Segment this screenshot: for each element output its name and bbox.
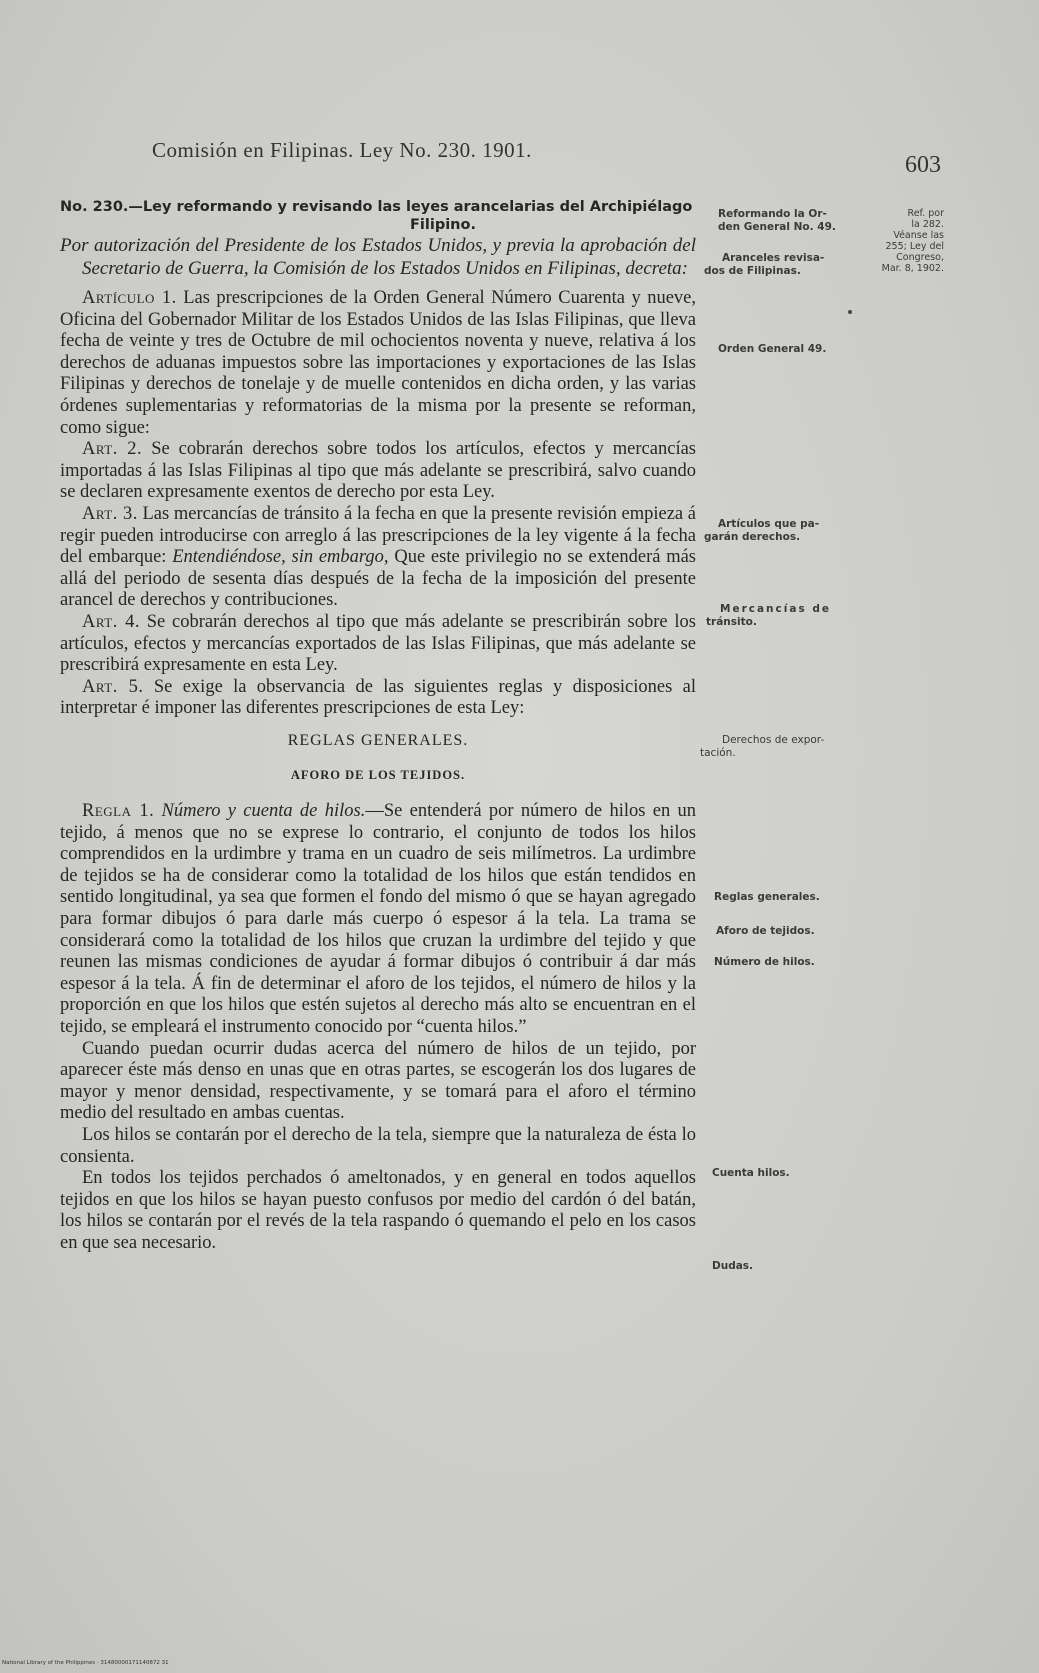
law-title-line1: No. 230.—Ley reformando y revisando las leyes arancelarias del Archipiélago (60, 199, 693, 215)
paragraph-dudas: Cuando puedan ocurrir dudas acerca del número de hilos de un tejido, por aparecer éste más denso en unas que en otras partes, se escogerán los dos lugares de mayor y menor densidad, respectivamente, y se tomará para el aforo el término medio del resultado en ambas cuentas. (60, 1038, 696, 1124)
rule-1 (60, 801, 696, 1039)
rule-title: Número y cuenta de hilos. (161, 801, 366, 822)
article-4 (60, 612, 696, 677)
far-note-line: 255; Ley del (885, 241, 944, 252)
far-note-line: la 282. (911, 219, 944, 230)
paragraph-derecho-tela: Los hilos se contarán por el derecho de la tela, siempre que la naturaleza de ésta lo consienta. (60, 1124, 696, 1167)
far-note-ref (866, 208, 944, 274)
article-text: Se exige la observancia de las siguientes reglas y disposiciones al interpretar é imponer las diferentes prescripciones de esta Ley: (60, 676, 696, 719)
main-text (60, 198, 696, 1255)
margin-note-exportacion (700, 734, 825, 759)
far-note-line: Véanse las (893, 230, 944, 241)
footer-credit: National Library of the Philippines · 31480000171140872 31 (2, 1660, 169, 1666)
law-title-line2: Filipino. (410, 217, 476, 233)
rule-label: Regla 1. (82, 801, 155, 822)
margin-note-dudas: Dudas. (712, 1260, 754, 1272)
margin-note-line: tación. (700, 746, 736, 759)
margin-note-line: tránsito. (706, 615, 757, 628)
article-text: Se cobrarán derechos al tipo que más adelante se prescribirán sobre los artículos, efectos y mercancías exportados de las Islas Filipinas, que más adelante se prescribirá expresamente en esta Ley. (60, 611, 696, 676)
margin-note-reglas-generales: Reglas generales. (714, 891, 820, 903)
rule-text: —Se entenderá por número de hilos en un tejido, á menos que no se exprese lo contrario, el conjunto de todos los hilos comprendidos en la urdimbre y trama en un cuadro de seis milímetros. La urdimbre de tejidos se ha de considerar como la totalidad de los hilos que están tendidos en sentido longitudinal, ya sea que formen el fondo del mismo ó que se hayan agregado para formar dibujos ó para darle más cuerpo ó espesor á la tela. La trama se considerará como la totalidad de los hilos que cruzan la urdimbre del tejido y que reunen las mismas condiciones de ayudar á formar dibujos ó contribuir á dar más espesor á la tela. Á fin de determinar el aforo de los tejidos, el número de hilos y la proporción en que los hilos que estén sujetos al derecho más alto se encuentran en el tejido, se empleará el instrumento conocido por “cuenta hilos.” (60, 801, 697, 1037)
article-label: Art. 5. (82, 676, 144, 697)
article-text-after: Que este privilegio no se extenderá más allá del periodo de sesenta días después de la fecha de la imposición del presente arancel de derechos y contribuciones. (60, 547, 697, 611)
margin-note-aforo-tejidos: Aforo de tejidos. (716, 925, 815, 937)
margin-note-reformando (718, 208, 836, 233)
article-text: Las mercancías de tránsito á la fecha en que la presente revisión empieza á regir pueden introducirse con arreglo á las prescripciones de la ley vigente á la fecha del embarque: (60, 503, 696, 568)
margin-note-line: Mercancías de (720, 603, 831, 615)
article-text: Las prescripciones de la Orden General Número Cuarenta y nueve, Oficina del Gobernador Militar de los Estados Unidos de las Islas Filipinas, que lleva fecha de veinte y tres de Octubre de mil ochocientos noventa y nueve, relativa á los derechos de aduanas impuestos sobre las importaciones y exportaciones de las Islas Filipinas y derechos de tonelaje y de muelle contenidos en dicha orden, y las varias órdenes suplementarias y reformatorias de la misma por la presente se reforman, como sigue: (60, 288, 696, 438)
article-label: Art. 3. (82, 503, 138, 524)
margin-note-numero-hilos: Número de hilos. (714, 956, 815, 968)
article-proviso: Entendiéndose, sin embargo, (172, 547, 389, 568)
article-1 (60, 288, 696, 439)
article-label: Art. 4. (82, 611, 140, 632)
far-note-line: Mar. 8, 1902. (881, 263, 944, 274)
margin-note-cuenta-hilos: Cuenta hilos. (712, 1167, 790, 1179)
margin-note-line: garán derechos. (704, 530, 801, 543)
far-note-line: Congreso, (896, 252, 944, 263)
paragraph-perchados: En todos los tejidos perchados ó ameltonados, y en general en todos aquellos tejidos en que los hilos se hayan puesto confusos por medio del cardón ó del batán, los hilos se contarán por el revés de la tela raspando ó quemando el pelo en los casos en que sea necesario. (60, 1168, 696, 1253)
margin-note-line: den General No. 49. (718, 220, 836, 233)
margin-note-line: Derechos de expor- (722, 734, 825, 746)
article-3 (60, 504, 696, 612)
margin-note-orden-general: Orden General 49. (718, 343, 827, 355)
heading-aforo-tejidos: AFORO DE LOS TEJIDOS. (290, 768, 466, 783)
heading-reglas-generales: REGLAS GENERALES. (287, 731, 469, 749)
margin-note-line: dos de Filipinas. (704, 264, 801, 277)
margin-note-mercancias (706, 603, 831, 628)
margin-dot (848, 310, 852, 314)
article-text: Se cobrarán derechos sobre todos los artículos, efectos y mercancías importadas á las Islas Filipinas al tipo que más adelante se prescribirá, salvo cuando se declaren expresamente exentos de derecho por esta Ley. (60, 439, 696, 503)
margin-note-articulos (704, 518, 820, 543)
preamble: Por autorización del Presidente de los Estados Unidos, y previa la aprobación del Secretario de Guerra, la Comisión de los Estados Unidos en Filipinas, decreta: (60, 235, 696, 279)
article-2 (60, 439, 696, 504)
running-title: Comisión en Filipinas. Ley No. 230. 1901. (152, 138, 532, 162)
article-label: Artículo 1. (82, 288, 177, 308)
margin-note-line: Artículos que pa- (718, 518, 820, 530)
far-note-line: Ref. por (907, 208, 944, 219)
margin-note-line: Aranceles revisa- (722, 252, 825, 264)
article-5 (60, 677, 696, 720)
law-title (60, 198, 696, 234)
page-number: 603 (905, 152, 941, 178)
margin-note-line: Reformando la Or- (718, 208, 827, 220)
margin-note-aranceles (704, 252, 824, 277)
article-label: Art. 2. (82, 439, 143, 460)
